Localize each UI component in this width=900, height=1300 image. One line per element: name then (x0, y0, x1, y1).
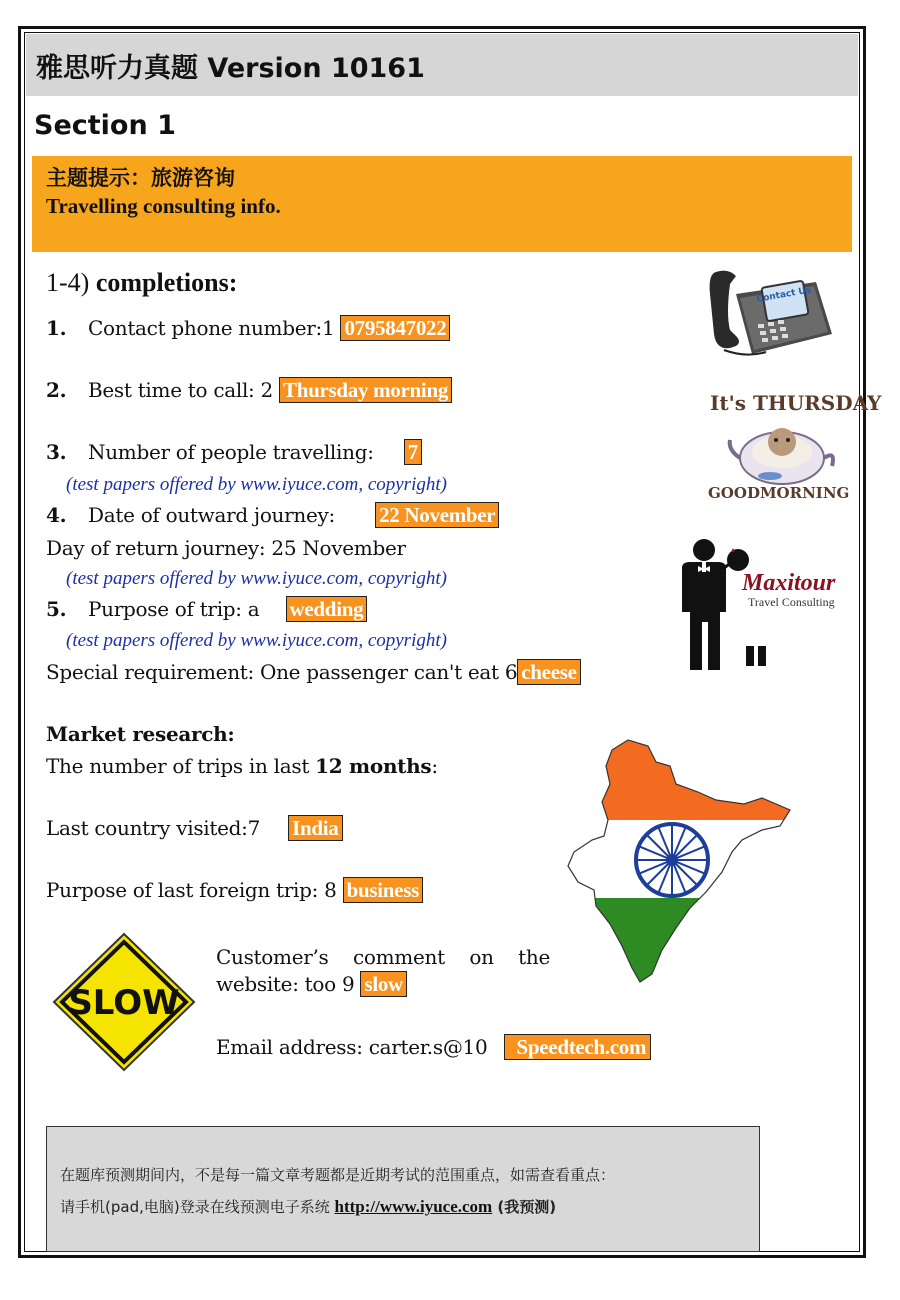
question-text: Contact phone number:1 (88, 316, 335, 340)
slow-sign (52, 932, 196, 1072)
last-country-line (46, 816, 343, 841)
question-text: Purpose of trip: a (88, 597, 260, 621)
india-flag-map (566, 740, 794, 988)
maxitour-image (676, 538, 848, 670)
copyright-credit: (test papers offered by www.iyuce.com, copyright) (66, 630, 447, 651)
question-5 (46, 597, 367, 622)
last-country-text: Last country visited:7 (46, 816, 261, 840)
footer-website-link[interactable]: http://www.iyuce.com (334, 1197, 493, 1216)
phone-image (706, 264, 836, 360)
last-trip-purpose-line (46, 878, 423, 903)
customer-comment (216, 942, 550, 973)
answer-4: 22 November (375, 502, 499, 528)
footer-notice-box (46, 1126, 760, 1252)
email-line (216, 1035, 651, 1060)
question-4 (46, 503, 499, 528)
comment-line-2 (216, 972, 407, 997)
question-number: 1. (46, 316, 67, 340)
footer-line-2-text: 请手机(pad,电脑)登录在线预测电子系统 (60, 1198, 335, 1216)
question-number: 5. (46, 597, 67, 621)
question-text: Number of people travelling: (88, 440, 374, 464)
question-2 (46, 378, 452, 403)
trips-suffix: : (431, 754, 438, 778)
slow-sign-text: SLOW (68, 983, 180, 1023)
copyright-credit: (test papers offered by www.iyuce.com, copyright) (66, 568, 447, 589)
market-research-heading: Market research: (46, 722, 235, 746)
footer-link-tail: (我预测) (492, 1198, 557, 1216)
maxitour-subtitle: Travel Consulting (748, 595, 835, 609)
question-number: 2. (46, 378, 67, 402)
last-trip-purpose-text: Purpose of last foreign trip: 8 (46, 878, 337, 902)
answer-7: India (288, 815, 342, 841)
answer-6: cheese (517, 659, 580, 685)
maxitour-brand: Maxitour (742, 570, 836, 596)
special-requirement (46, 660, 581, 685)
return-journey: Day of return journey: 25 November (46, 536, 406, 560)
special-requirement-text: Special requirement: One passenger can't eat 6 (46, 660, 518, 684)
thursday-top-text: It's THURSDAY (710, 391, 882, 415)
question-text: Date of outward journey: (88, 503, 335, 527)
copyright-credit: (test papers offered by www.iyuce.com, copyright) (66, 474, 447, 495)
trips-prefix: The number of trips in last (46, 754, 316, 778)
thursday-bottom-text: GOODMORNING (708, 484, 850, 502)
section-title: Section 1 (34, 110, 176, 141)
ashoka-chakra (636, 824, 708, 896)
completions-range: 1-4) (46, 268, 90, 297)
completions-heading (46, 268, 237, 298)
email-prefix: Email address: carter.s@10 (216, 1035, 488, 1059)
question-number: 3. (46, 440, 67, 464)
comment-prefix: website: too 9 (216, 972, 355, 996)
question-number: 4. (46, 503, 67, 527)
page-title: 雅思听力真题 Version 10161 (36, 53, 425, 84)
question-text: Best time to call: 2 (88, 378, 273, 402)
answer-1: 0795847022 (340, 315, 450, 341)
answer-9: slow (360, 971, 406, 997)
topic-chinese: 主题提示：旅游咨询 (46, 166, 235, 190)
answer-5: wedding (286, 596, 368, 622)
footer-line-1: 在题库预测期间内，不是每一篇文章考题都是近期考试的范围重点，如需查看重点： (60, 1166, 616, 1184)
topic-english: Travelling consulting info. (46, 194, 281, 218)
answer-3: 7 (404, 439, 422, 465)
question-3 (46, 440, 422, 465)
phone-screen-text: Contact Us (755, 285, 812, 305)
answer-2: Thursday morning (279, 377, 452, 403)
question-1 (46, 316, 450, 341)
footer-line-2 (60, 1196, 556, 1217)
comment-line-1: Customer’s comment on the (216, 945, 550, 969)
answer-8: business (343, 877, 423, 903)
trips-count-line (46, 754, 438, 778)
completions-title: completions: (95, 268, 238, 297)
trips-period: 12 months (315, 754, 432, 778)
thursday-image (704, 380, 882, 504)
answer-10: Speedtech.com (504, 1034, 652, 1060)
